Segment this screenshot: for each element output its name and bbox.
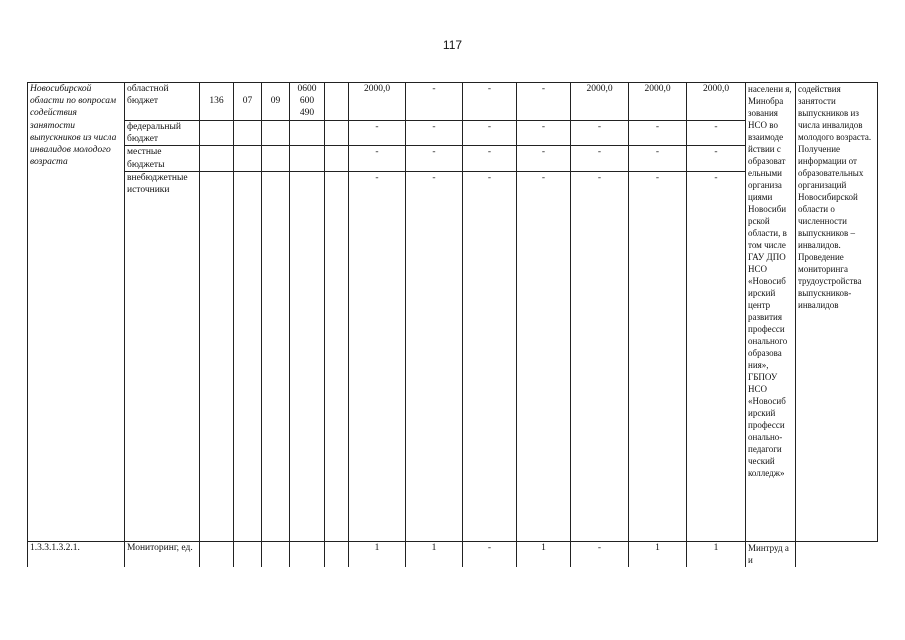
funding-source: областной бюджет	[125, 83, 200, 121]
rz-cell	[234, 121, 262, 146]
grbs-cell	[200, 121, 234, 146]
value-cell: -	[406, 83, 463, 121]
rz-cell	[234, 171, 262, 541]
value-cell: -	[517, 121, 571, 146]
csr-cell: 0600 600 490	[290, 83, 325, 121]
grbs-cell	[200, 146, 234, 171]
value-cell: -	[463, 171, 517, 541]
funding-source: местные бюджеты	[125, 146, 200, 171]
value-cell: -	[571, 541, 629, 567]
value-cell: 1	[517, 541, 571, 567]
value-cell: -	[687, 171, 746, 541]
executor-cell: Минтруд а и	[746, 541, 796, 567]
value-cell: 1	[687, 541, 746, 567]
rz-cell	[234, 146, 262, 171]
value-cell: -	[517, 171, 571, 541]
funding-source: федеральный бюджет	[125, 121, 200, 146]
value-cell: -	[517, 146, 571, 171]
funding-source: внебюджетные источники	[125, 171, 200, 541]
csr-cell	[290, 121, 325, 146]
value-cell: -	[349, 171, 406, 541]
page-number: 117	[442, 38, 463, 52]
executor-cell: населени я, Минобра зования НСО во взаимоде йствии с образоват ельными организа циями Новосиби рской области, в том числе ГАУ ДПО НСО «Новосиб ирский центр развития професси онального образова ния», ГБПОУ НСО «Новосиб ирский професси онально-педагоги ческий колледж»	[746, 83, 796, 542]
value-cell: -	[463, 541, 517, 567]
indicator-row	[28, 541, 878, 567]
value-cell: -	[463, 121, 517, 146]
pr-cell	[262, 146, 290, 171]
value-cell: -	[517, 83, 571, 121]
value-cell: -	[571, 146, 629, 171]
pr-cell: 09	[262, 83, 290, 121]
rz-cell	[234, 541, 262, 567]
value-cell: -	[406, 171, 463, 541]
value-cell: -	[629, 121, 687, 146]
csr-cell	[290, 171, 325, 541]
indicator-name: Мониторинг, ед.	[125, 541, 200, 567]
value-cell: 2000,0	[687, 83, 746, 121]
value-cell: -	[571, 171, 629, 541]
vr-cell	[325, 541, 349, 567]
value-cell: -	[463, 146, 517, 171]
value-cell: 1	[629, 541, 687, 567]
value-cell: 2000,0	[629, 83, 687, 121]
value-cell: -	[629, 146, 687, 171]
value-cell: -	[406, 146, 463, 171]
grbs-cell	[200, 541, 234, 567]
vr-cell	[325, 83, 349, 121]
pr-cell	[262, 541, 290, 567]
result-cell: содействия занятости выпускников из числа инвалидов молодого возраста. Получение информации от образовательных организаций Новосибирской области о численности выпускников – инвалидов. Проведение мониторинга трудоустройства выпускников-инвалидов	[796, 83, 878, 542]
result-cell	[796, 541, 878, 567]
rz-cell: 07	[234, 83, 262, 121]
value-cell: -	[571, 121, 629, 146]
value-cell: -	[687, 121, 746, 146]
vr-cell	[325, 121, 349, 146]
value-cell: -	[687, 146, 746, 171]
grbs-cell: 136	[200, 83, 234, 121]
event-name-cell: Новосибирской области по вопросам содействия занятости выпускников из числа инвалидов молодого возраста	[28, 83, 125, 542]
value-cell: -	[406, 121, 463, 146]
pr-cell	[262, 171, 290, 541]
grbs-cell	[200, 171, 234, 541]
csr-cell	[290, 541, 325, 567]
value-cell: -	[349, 146, 406, 171]
vr-cell	[325, 171, 349, 541]
value-cell: 2000,0	[571, 83, 629, 121]
value-cell: -	[629, 171, 687, 541]
value-cell: -	[349, 121, 406, 146]
csr-cell	[290, 146, 325, 171]
vr-cell	[325, 146, 349, 171]
program-table	[27, 82, 878, 567]
pr-cell	[262, 121, 290, 146]
value-cell: 1	[349, 541, 406, 567]
indicator-code: 1.3.3.1.3.2.1.	[28, 541, 125, 567]
value-cell: 1	[406, 541, 463, 567]
value-cell: 2000,0	[349, 83, 406, 121]
table-row	[28, 83, 878, 121]
value-cell: -	[463, 83, 517, 121]
